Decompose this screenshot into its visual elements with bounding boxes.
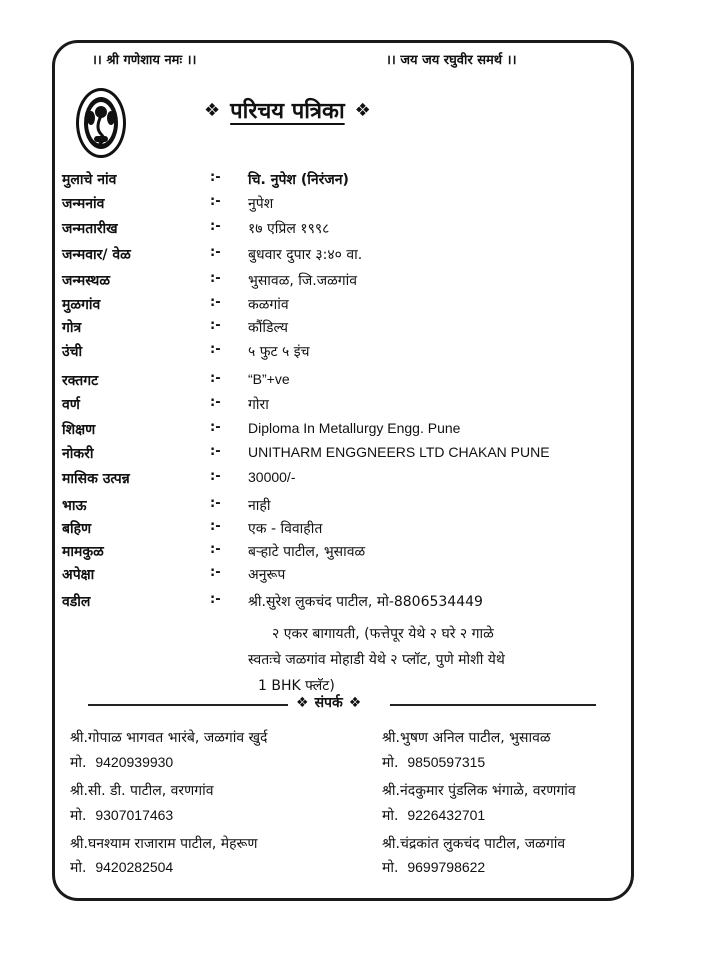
- detail-separator: :-: [210, 444, 221, 459]
- detail-value: कळगांव: [248, 297, 289, 313]
- detail-label: जन्मनांव: [62, 196, 105, 212]
- phone-number: 9307017463: [95, 807, 174, 823]
- contact-name: श्री.गोपाळ भागवत भारंबे, जळगांव खुर्द: [70, 730, 268, 746]
- phone-prefix: मो.: [382, 860, 399, 876]
- detail-label: जन्मवार/ वेळ: [62, 247, 131, 263]
- detail-label: वडील: [62, 594, 91, 610]
- ganesha-icon: [76, 88, 126, 158]
- divider-right: [390, 704, 596, 706]
- detail-label: जन्मस्थळ: [62, 273, 110, 289]
- detail-value: कौंडिल्य: [248, 320, 289, 336]
- detail-separator: :-: [210, 295, 221, 310]
- detail-label: जन्मतारीख: [62, 221, 118, 237]
- detail-separator: :-: [210, 469, 221, 484]
- detail-label: मासिक उत्पन्न: [62, 471, 130, 487]
- detail-value: गोरा: [248, 397, 269, 413]
- contact-phone: [70, 806, 173, 825]
- detail-value: एक - विवाहीत: [248, 521, 323, 537]
- detail-value: UNITHARM ENGGNEERS LTD CHAKAN PUNE: [248, 444, 550, 460]
- detail-value: चि. नुपेश (निरंजन): [248, 172, 349, 188]
- phone-prefix: मो.: [70, 808, 87, 824]
- diamond-ornament-icon: ❖: [204, 99, 221, 121]
- detail-value: बुधवार दुपार ३:४० वा.: [248, 247, 363, 263]
- phone-number: 9850597315: [407, 754, 486, 770]
- detail-value: Diploma In Metallurgy Engg. Pune: [248, 420, 461, 436]
- contact-phone: [382, 806, 485, 825]
- invocation-right: ।। जय जय रघुवीर समर्थ ।।: [386, 53, 517, 68]
- detail-value: नुपेश: [248, 196, 274, 212]
- contact-phone: [70, 858, 173, 877]
- detail-separator: :-: [210, 542, 221, 557]
- detail-separator: :-: [210, 194, 221, 209]
- phone-number: 9420939930: [95, 754, 174, 770]
- contact-phone: [382, 858, 485, 877]
- detail-separator: :-: [210, 342, 221, 357]
- detail-label: मामकुळ: [62, 544, 104, 560]
- detail-separator: :-: [210, 271, 221, 286]
- detail-label: शिक्षण: [62, 422, 96, 438]
- detail-value: अनुरूप: [248, 567, 286, 583]
- property-line: 1 BHK फ्लॅट): [258, 678, 335, 694]
- detail-value: “B”+ve: [248, 371, 290, 387]
- detail-separator: :-: [210, 592, 221, 607]
- detail-label: गोत्र: [62, 320, 82, 336]
- page-title: [204, 95, 371, 125]
- contact-phone: [382, 753, 485, 772]
- contact-name: श्री.भुषण अनिल पाटील, भुसावळ: [382, 730, 551, 746]
- detail-label: मुळगांव: [62, 297, 101, 313]
- title-text: परिचय पत्रिका: [230, 99, 345, 124]
- detail-value: १७ एप्रिल १९९८: [248, 221, 330, 237]
- diamond-ornament-icon: ❖: [296, 694, 309, 711]
- phone-prefix: मो.: [70, 860, 87, 876]
- divider-left: [88, 704, 288, 706]
- detail-value: नाही: [248, 498, 271, 514]
- phone-prefix: मो.: [70, 755, 87, 771]
- detail-label: मुलाचे नांव: [62, 172, 117, 188]
- detail-separator: :-: [210, 395, 221, 410]
- detail-label: बहिण: [62, 521, 92, 537]
- detail-separator: :-: [210, 318, 221, 333]
- diamond-ornament-icon: ❖: [354, 99, 371, 121]
- detail-value: ५ फुट ५ इंच: [248, 344, 310, 360]
- detail-value: 30000/-: [248, 469, 296, 485]
- property-line: २ एकर बागायती, (फत्तेपूर येथे २ घरे २ गाळे: [272, 626, 494, 642]
- detail-value: भुसावळ, जि.जळगांव: [248, 273, 358, 289]
- detail-label: अपेक्षा: [62, 567, 95, 583]
- invocation-left: ।। श्री गणेशाय नमः ।।: [92, 53, 197, 68]
- phone-prefix: मो.: [382, 755, 399, 771]
- contact-phone: [70, 753, 173, 772]
- detail-label: रक्तगट: [62, 373, 99, 389]
- detail-separator: :-: [210, 219, 221, 234]
- phone-number: 9420282504: [95, 859, 174, 875]
- detail-separator: :-: [210, 170, 221, 185]
- phone-prefix: मो.: [382, 808, 399, 824]
- detail-separator: :-: [210, 420, 221, 435]
- detail-label: नोकरी: [62, 446, 94, 462]
- diamond-ornament-icon: ❖: [348, 694, 362, 711]
- contact-name: श्री.घनश्याम राजाराम पाटील, मेहरूण: [70, 836, 258, 852]
- detail-value: बऱ्हाटे पाटील, भुसावळ: [248, 544, 366, 560]
- contact-heading: [296, 693, 361, 712]
- detail-separator: :-: [210, 371, 221, 386]
- property-line: स्वतःचे जळगांव मोहाडी येथे २ प्लॉट, पुणे मोशी येथे: [248, 652, 505, 668]
- phone-number: 9226432701: [407, 807, 486, 823]
- phone-number: 9699798622: [407, 859, 486, 875]
- detail-value: श्री.सुरेश लुकचंद पाटील, मो-8806534449: [248, 594, 483, 610]
- detail-separator: :-: [210, 565, 221, 580]
- detail-separator: :-: [210, 519, 221, 534]
- contact-name: श्री.सी. डी. पाटील, वरणगांव: [70, 783, 214, 799]
- contact-name: श्री.चंद्रकांत लुकचंद पाटील, जळगांव: [382, 836, 566, 852]
- contact-name: श्री.नंदकुमार पुंडलिक भंगाळे, वरणगांव: [382, 783, 576, 799]
- detail-label: उंची: [62, 344, 83, 360]
- detail-separator: :-: [210, 496, 221, 511]
- detail-label: भाऊ: [62, 498, 87, 514]
- detail-label: वर्ण: [62, 397, 80, 413]
- contact-heading-text: संपर्क: [314, 695, 343, 711]
- detail-separator: :-: [210, 245, 221, 260]
